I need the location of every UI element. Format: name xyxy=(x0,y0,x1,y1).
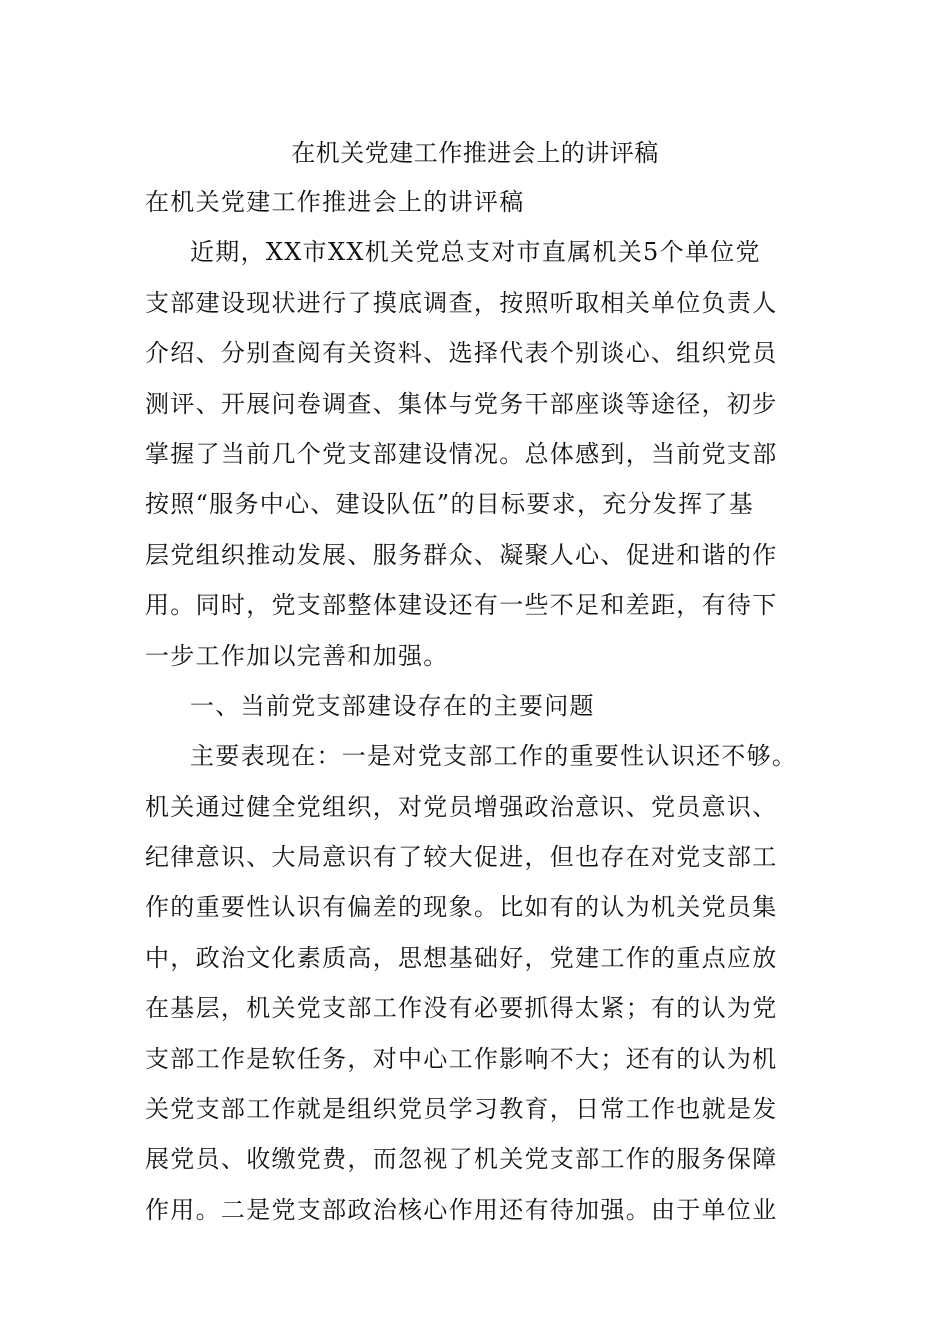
text-line: 一、当前党支部建设存在的主要问题 xyxy=(190,691,595,720)
text-line: 用。同时，党支部整体建设还有一些不足和差距，有待下 xyxy=(145,591,778,620)
text-line: 支部建设现状进行了摸底调查，按照听取相关单位负责人 xyxy=(145,288,778,317)
text-line: 近期，XX市XX机关党总支对市直属机关5个单位党 xyxy=(190,238,761,267)
text-line: 主要表现在：一是对党支部工作的重要性认识还不够。 xyxy=(190,742,798,771)
text-line: 作的重要性认识有偏差的现象。比如有的认为机关党员集 xyxy=(145,893,778,922)
text-line: 掌握了当前几个党支部建设情况。总体感到，当前党支部 xyxy=(145,439,778,468)
text-line: 测评、开展问卷调查、集体与党务干部座谈等途径，初步 xyxy=(145,389,778,418)
document-body xyxy=(145,177,810,1235)
text-line: 层党组织推动发展、服务群众、凝聚人心、促进和谐的作 xyxy=(145,540,778,569)
text-line: 作用。二是党支部政治核心作用还有待加强。由于单位业 xyxy=(145,1195,778,1224)
text-line: 纪律意识、大局意识有了较大促进，但也存在对党支部工 xyxy=(145,843,778,872)
text-line: 按照“服务中心、建设队伍”的目标要求，充分发挥了基 xyxy=(145,490,755,519)
text-line: 支部工作是软任务，对中心工作影响不大；还有的认为机 xyxy=(145,1044,778,1073)
text-line: 关党支部工作就是组织党员学习教育，日常工作也就是发 xyxy=(145,1095,778,1124)
text-line: 介绍、分别查阅有关资料、选择代表个别谈心、组织党员 xyxy=(145,339,778,368)
document-title: 在机关党建工作推进会上的讲评稿 xyxy=(291,139,659,167)
text-line: 中，政治文化素质高，思想基础好，党建工作的重点应放 xyxy=(145,943,778,972)
text-line: 在基层，机关党支部工作没有必要抓得太紧；有的认为党 xyxy=(145,994,778,1023)
text-line: 展党员、收缴党费，而忽视了机关党支部工作的服务保障 xyxy=(145,1145,778,1174)
text-line: 一步工作加以完善和加强。 xyxy=(145,641,449,670)
text-line: 在机关党建工作推进会上的讲评稿 xyxy=(145,188,525,216)
text-line: 机关通过健全党组织，对党员增强政治意识、党员意识、 xyxy=(145,792,778,821)
